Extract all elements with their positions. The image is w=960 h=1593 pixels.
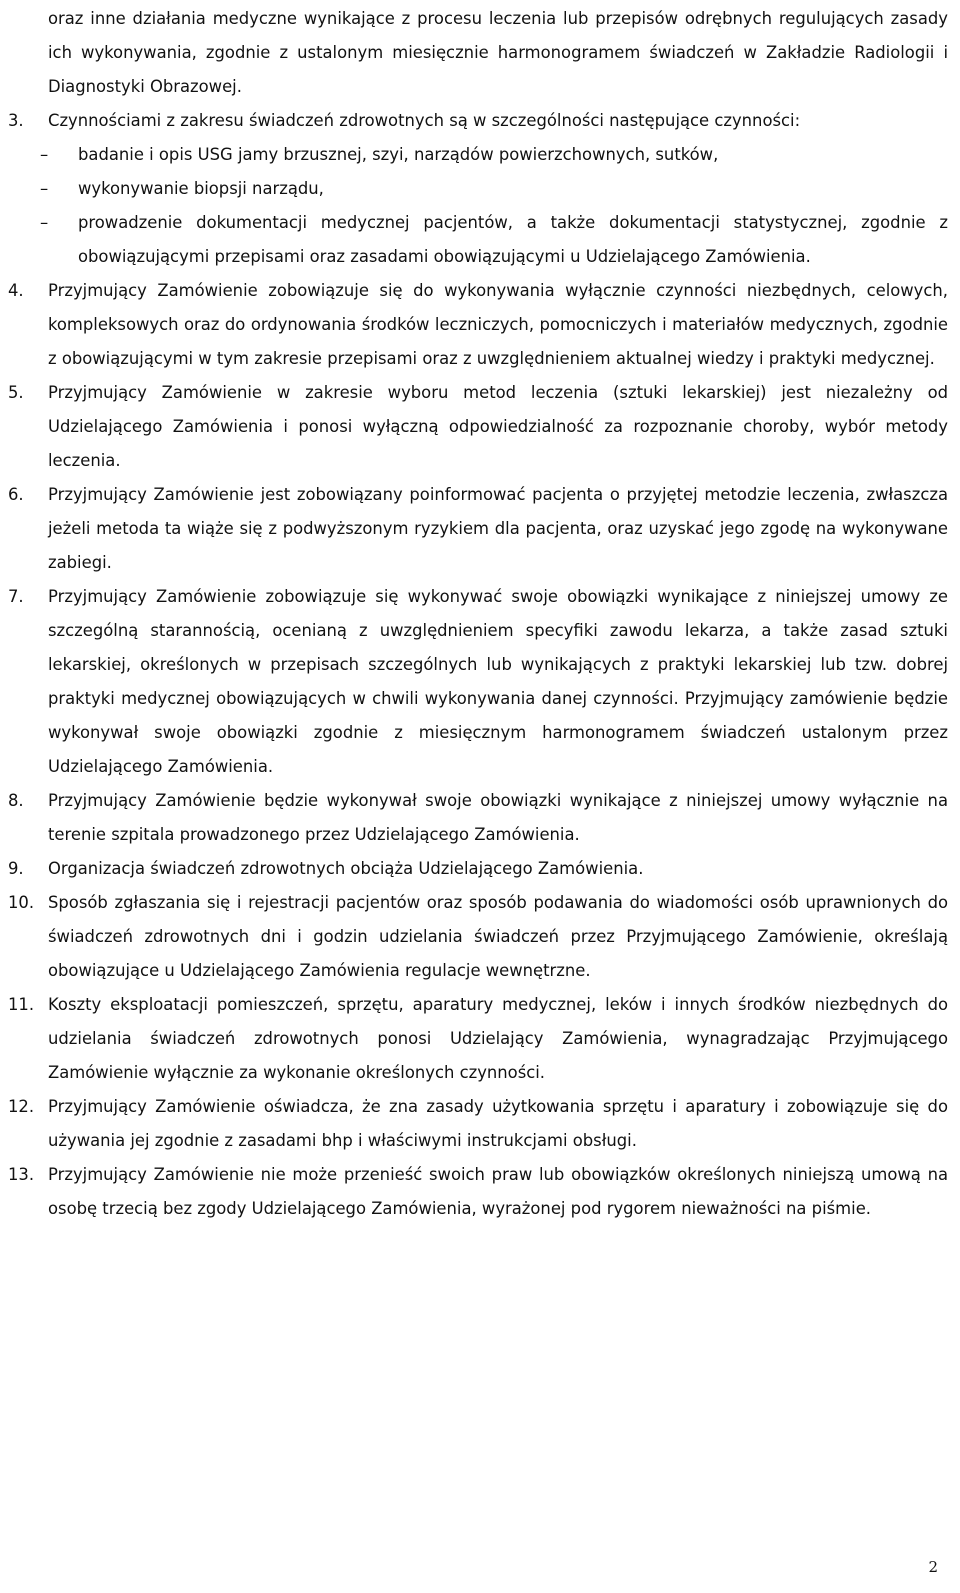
item-number: 13. [8,1165,35,1184]
item-text: Przyjmujący Zamówienie w zakresie wyboru metod leczenia (sztuki lekarskiej) jest niezależny od Udzielającego Zamówienia i ponosi wyłączną odpowiedzialność za rozpoznanie choroby, wybór metody leczenia. [48,383,948,470]
item-text: Czynnościami z zakresu świadczeń zdrowotnych są w szczególności następujące czynności: [48,111,801,130]
item-number: 10. [8,893,35,912]
item-text: Organizacja świadczeń zdrowotnych obciąża Udzielającego Zamówienia. [48,859,644,878]
dash-text: badanie i opis USG jamy brzusznej, szyi, narządów powierzchownych, sutków, [78,145,719,164]
list-item-10 [8,886,948,988]
list-item-12 [8,1090,948,1158]
dash-item-2 [8,172,948,206]
dash-bullet-icon: – [40,145,49,164]
list-item-8 [8,784,948,852]
item-number: 7. [8,587,24,606]
dash-item-3 [8,206,948,274]
item-number: 3. [8,111,24,130]
item-number: 8. [8,791,24,810]
item-text: Sposób zgłaszania się i rejestracji pacjentów oraz sposób podawania do wiadomości osób uprawnionych do świadczeń zdrowotnych dni i godzin udzielania świadczeń przez Przyjmującego Zamówienie, określają obowiązujące u Udzielającego Zamówienia regulacje wewnętrzne. [48,893,948,980]
list-item-13 [8,1158,948,1226]
item-number: 9. [8,859,24,878]
item-number: 4. [8,281,24,300]
item-text: Przyjmujący Zamówienie jest zobowiązany poinformować pacjenta o przyjętej metodzie leczenia, zwłaszcza jeżeli metoda ta wiąże się z podwyższonym ryzykiem dla pacjenta, oraz uzyskać jego zgodę na wykonywane zabiegi. [48,485,948,572]
list-item-5 [8,376,948,478]
document-body [8,2,948,1226]
item-text: Przyjmujący Zamówienie oświadcza, że zna zasady użytkowania sprzętu i aparatury i zobowiązuje się do używania jej zgodnie z zasadami bhp i właściwymi instrukcjami obsługi. [48,1097,948,1150]
dash-text: prowadzenie dokumentacji medycznej pacjentów, a także dokumentacji statystycznej, zgodnie z obowiązującymi przepisami oraz zasadami obowiązującymi u Udzielającego Zamówienia. [78,213,948,266]
item-number: 5. [8,383,24,402]
item-number: 12. [8,1097,35,1116]
item-text: Przyjmujący Zamówienie nie może przenieść swoich praw lub obowiązków określonych niniejszą umową na osobę trzecią bez zgody Udzielającego Zamówienia, wyrażonej pod rygorem nieważności na piśmie. [48,1165,948,1218]
item-number: 11. [8,995,35,1014]
dash-item-1 [8,138,948,172]
item-text: Przyjmujący Zamówienie zobowiązuje się do wykonywania wyłącznie czynności niezbędnych, celowych, kompleksowych oraz do ordynowania środków leczniczych, pomocniczych i materiałów medycznych, zgodnie z obowiązującymi w tym zakresie przepisami oraz z uwzględnieniem aktualnej wiedzy i praktyki medycznej. [48,281,948,368]
list-item-7 [8,580,948,784]
dash-bullet-icon: – [40,213,49,232]
intro-paragraph: oraz inne działania medyczne wynikające z procesu leczenia lub przepisów odrębnych regulujących zasady ich wykonywania, zgodnie z ustalonym miesięcznie harmonogramem świadczeń w Zakładzie Radiologii i Diagnostyki Obrazowej. [48,9,948,96]
item-text: Koszty eksploatacji pomieszczeń, sprzętu, aparatury medycznej, leków i innych środków niezbędnych do udzielania świadczeń zdrowotnych ponosi Udzielający Zamówienia, wynagradzając Przyjmującego Zamówienie wyłącznie za wykonanie określonych czynności. [48,995,948,1082]
list-item-4 [8,274,948,376]
item-text: Przyjmujący Zamówienie będzie wykonywał swoje obowiązki wynikające z niniejszej umowy wyłącznie na terenie szpitala prowadzonego przez Udzielającego Zamówienia. [48,791,948,844]
dash-text: wykonywanie biopsji narządu, [78,179,324,198]
list-item-11 [8,988,948,1090]
page-number: 2 [928,1558,938,1576]
item-text: Przyjmujący Zamówienie zobowiązuje się wykonywać swoje obowiązki wynikające z niniejszej umowy ze szczególną starannością, ocenianą z uwzględnieniem specyfiki zawodu lekarza, a także zasad sztuki lekarskiej, określonych w przepisach szczególnych lub wynikających z praktyki lekarskiej lub tzw. dobrej praktyki medycznej obowiązujących w chwili wykonywania danej czynności. Przyjmujący zamówienie będzie wykonywał swoje obowiązki zgodnie z miesięcznym harmonogramem świadczeń ustalonym przez Udzielającego Zamówienia. [48,587,948,776]
item-number: 6. [8,485,24,504]
list-item-3 [8,104,948,138]
dash-bullet-icon: – [40,179,49,198]
list-item-9 [8,852,948,886]
list-item-6 [8,478,948,580]
